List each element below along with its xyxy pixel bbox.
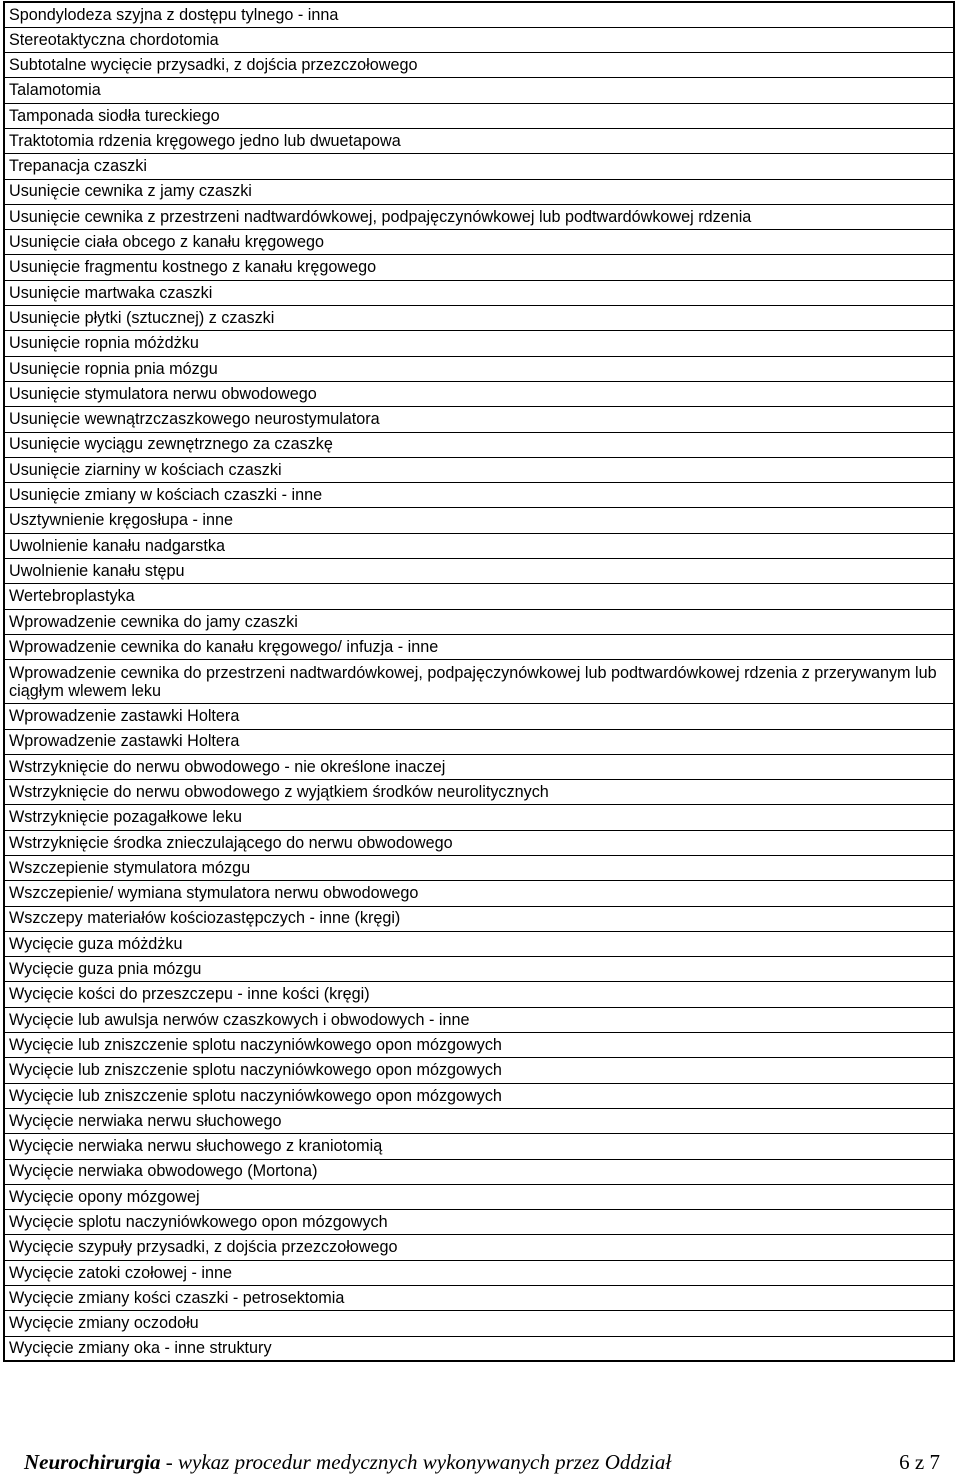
procedure-name-cell: Wycięcie opony mózgowej — [4, 1184, 954, 1209]
table-row — [4, 704, 954, 729]
table-row — [4, 1159, 954, 1184]
table-row — [4, 805, 954, 830]
procedure-name-cell: Spondylodeza szyjna z dostępu tylnego - inna — [4, 2, 954, 27]
table-row — [4, 1007, 954, 1032]
table-row — [4, 1184, 954, 1209]
procedure-name-cell: Wszczepienie stymulatora mózgu — [4, 856, 954, 881]
procedure-name-cell: Usunięcie ropnia móżdżku — [4, 331, 954, 356]
table-row — [4, 1108, 954, 1133]
table-row — [4, 128, 954, 153]
procedure-name-cell: Usunięcie fragmentu kostnego z kanału kręgowego — [4, 255, 954, 280]
procedure-name-cell: Wycięcie zmiany kości czaszki - petrosektomia — [4, 1286, 954, 1311]
table-row — [4, 906, 954, 931]
table-row — [4, 1033, 954, 1058]
procedure-name-cell: Wprowadzenie zastawki Holtera — [4, 729, 954, 754]
procedure-name-cell: Usztywnienie kręgosłupa - inne — [4, 508, 954, 533]
procedure-name-cell: Traktotomia rdzenia kręgowego jedno lub dwuetapowa — [4, 128, 954, 153]
procedure-name-cell: Wycięcie nerwiaka obwodowego (Mortona) — [4, 1159, 954, 1184]
table-row — [4, 584, 954, 609]
procedure-name-cell: Wycięcie splotu naczyniówkowego opon mózgowych — [4, 1210, 954, 1235]
table-row — [4, 255, 954, 280]
procedure-name-cell: Wstrzyknięcie do nerwu obwodowego - nie określone inaczej — [4, 754, 954, 779]
procedure-name-cell: Wycięcie lub zniszczenie splotu naczyniówkowego opon mózgowych — [4, 1033, 954, 1058]
table-row — [4, 1134, 954, 1159]
procedure-name-cell: Wprowadzenie cewnika do kanału kręgowego/ infuzja - inne — [4, 634, 954, 659]
procedure-name-cell: Wycięcie nerwiaka nerwu słuchowego — [4, 1108, 954, 1133]
procedure-name-cell: Usunięcie cewnika z jamy czaszki — [4, 179, 954, 204]
table-row — [4, 78, 954, 103]
table-row — [4, 1260, 954, 1285]
table-row — [4, 1311, 954, 1336]
procedure-name-cell: Usunięcie cewnika z przestrzeni nadtwardówkowej, podpajęczynówkowej lub podtwardówkowej rdzenia — [4, 204, 954, 229]
procedure-name-cell: Wycięcie lub zniszczenie splotu naczyniówkowego opon mózgowych — [4, 1083, 954, 1108]
page-footer — [24, 1450, 940, 1474]
procedure-name-cell: Wstrzyknięcie środka znieczulającego do nerwu obwodowego — [4, 830, 954, 855]
procedure-name-cell: Talamotomia — [4, 78, 954, 103]
table-row — [4, 103, 954, 128]
table-row — [4, 856, 954, 881]
procedure-name-cell: Subtotalne wycięcie przysadki, z dojścia przezczołowego — [4, 53, 954, 78]
procedure-name-cell: Trepanacja czaszki — [4, 154, 954, 179]
table-row — [4, 1286, 954, 1311]
procedure-name-cell: Usunięcie wyciągu zewnętrznego za czaszkę — [4, 432, 954, 457]
table-row — [4, 1083, 954, 1108]
table-row — [4, 27, 954, 52]
procedure-name-cell: Usunięcie zmiany w kościach czaszki - inne — [4, 483, 954, 508]
procedure-name-cell: Wprowadzenie cewnika do jamy czaszki — [4, 609, 954, 634]
table-row — [4, 1235, 954, 1260]
procedure-name-cell: Wycięcie zmiany oka - inne struktury — [4, 1336, 954, 1361]
footer-title: Neurochirurgia — [24, 1450, 161, 1474]
table-row — [4, 881, 954, 906]
procedure-name-cell: Wycięcie guza pnia mózgu — [4, 957, 954, 982]
table-row — [4, 830, 954, 855]
procedure-name-cell: Usunięcie ropnia pnia mózgu — [4, 356, 954, 381]
table-row — [4, 931, 954, 956]
page-number: 6 z 7 — [899, 1450, 940, 1474]
table-row — [4, 356, 954, 381]
procedure-name-cell: Uwolnienie kanału nadgarstka — [4, 533, 954, 558]
table-row — [4, 957, 954, 982]
table-row — [4, 1336, 954, 1361]
procedure-name-cell: Usunięcie martwaka czaszki — [4, 280, 954, 305]
procedure-name-cell: Wycięcie lub zniszczenie splotu naczyniówkowego opon mózgowych — [4, 1058, 954, 1083]
table-row — [4, 230, 954, 255]
procedure-name-cell: Wstrzyknięcie do nerwu obwodowego z wyjątkiem środków neurolitycznych — [4, 780, 954, 805]
procedure-name-cell: Usunięcie płytki (sztucznej) z czaszki — [4, 306, 954, 331]
procedure-name-cell: Wprowadzenie zastawki Holtera — [4, 704, 954, 729]
table-row — [4, 982, 954, 1007]
procedure-name-cell: Wprowadzenie cewnika do przestrzeni nadtwardówkowej, podpajęczynówkowej lub podtwardówkowej rdzenia z przerywanym lub ciągłym wlewem leku — [4, 660, 954, 704]
table-row — [4, 754, 954, 779]
table-row — [4, 780, 954, 805]
procedure-name-cell: Wycięcie kości do przeszczepu - inne kości (kręgi) — [4, 982, 954, 1007]
procedure-name-cell: Wycięcie nerwiaka nerwu słuchowego z kraniotomią — [4, 1134, 954, 1159]
table-row — [4, 407, 954, 432]
procedure-name-cell: Wycięcie guza móżdżku — [4, 931, 954, 956]
procedure-name-cell: Wycięcie zatoki czołowej - inne — [4, 1260, 954, 1285]
procedure-name-cell: Wycięcie zmiany oczodołu — [4, 1311, 954, 1336]
table-row — [4, 1058, 954, 1083]
table-row — [4, 729, 954, 754]
procedures-table-body — [4, 2, 954, 1361]
procedure-name-cell: Wstrzyknięcie pozagałkowe leku — [4, 805, 954, 830]
table-row — [4, 331, 954, 356]
procedures-table — [3, 1, 955, 1362]
procedure-name-cell: Wycięcie lub awulsja nerwów czaszkowych i obwodowych - inne — [4, 1007, 954, 1032]
procedure-name-cell: Uwolnienie kanału stępu — [4, 559, 954, 584]
procedure-name-cell: Usunięcie ziarniny w kościach czaszki — [4, 457, 954, 482]
table-row — [4, 53, 954, 78]
procedure-name-cell: Wszczepienie/ wymiana stymulatora nerwu obwodowego — [4, 881, 954, 906]
table-row — [4, 306, 954, 331]
procedure-name-cell: Wszczepy materiałów kościozastępczych - inne (kręgi) — [4, 906, 954, 931]
table-row — [4, 559, 954, 584]
table-row — [4, 154, 954, 179]
procedure-name-cell: Usunięcie wewnątrzczaszkowego neurostymulatora — [4, 407, 954, 432]
procedure-name-cell: Wertebroplastyka — [4, 584, 954, 609]
table-row — [4, 634, 954, 659]
table-row — [4, 457, 954, 482]
table-row — [4, 533, 954, 558]
table-row — [4, 280, 954, 305]
procedure-name-cell: Usunięcie ciała obcego z kanału kręgowego — [4, 230, 954, 255]
table-row — [4, 1210, 954, 1235]
table-row — [4, 204, 954, 229]
table-row — [4, 2, 954, 27]
footer-subtitle: - wykaz procedur medycznych wykonywanych przez Oddział — [160, 1450, 672, 1474]
procedure-name-cell: Usunięcie stymulatora nerwu obwodowego — [4, 381, 954, 406]
table-row — [4, 381, 954, 406]
procedure-name-cell: Stereotaktyczna chordotomia — [4, 27, 954, 52]
table-row — [4, 179, 954, 204]
procedure-name-cell: Tamponada siodła tureckiego — [4, 103, 954, 128]
table-row — [4, 508, 954, 533]
table-row — [4, 483, 954, 508]
table-row — [4, 432, 954, 457]
table-row — [4, 660, 954, 704]
table-row — [4, 609, 954, 634]
procedure-name-cell: Wycięcie szypuły przysadki, z dojścia przezczołowego — [4, 1235, 954, 1260]
